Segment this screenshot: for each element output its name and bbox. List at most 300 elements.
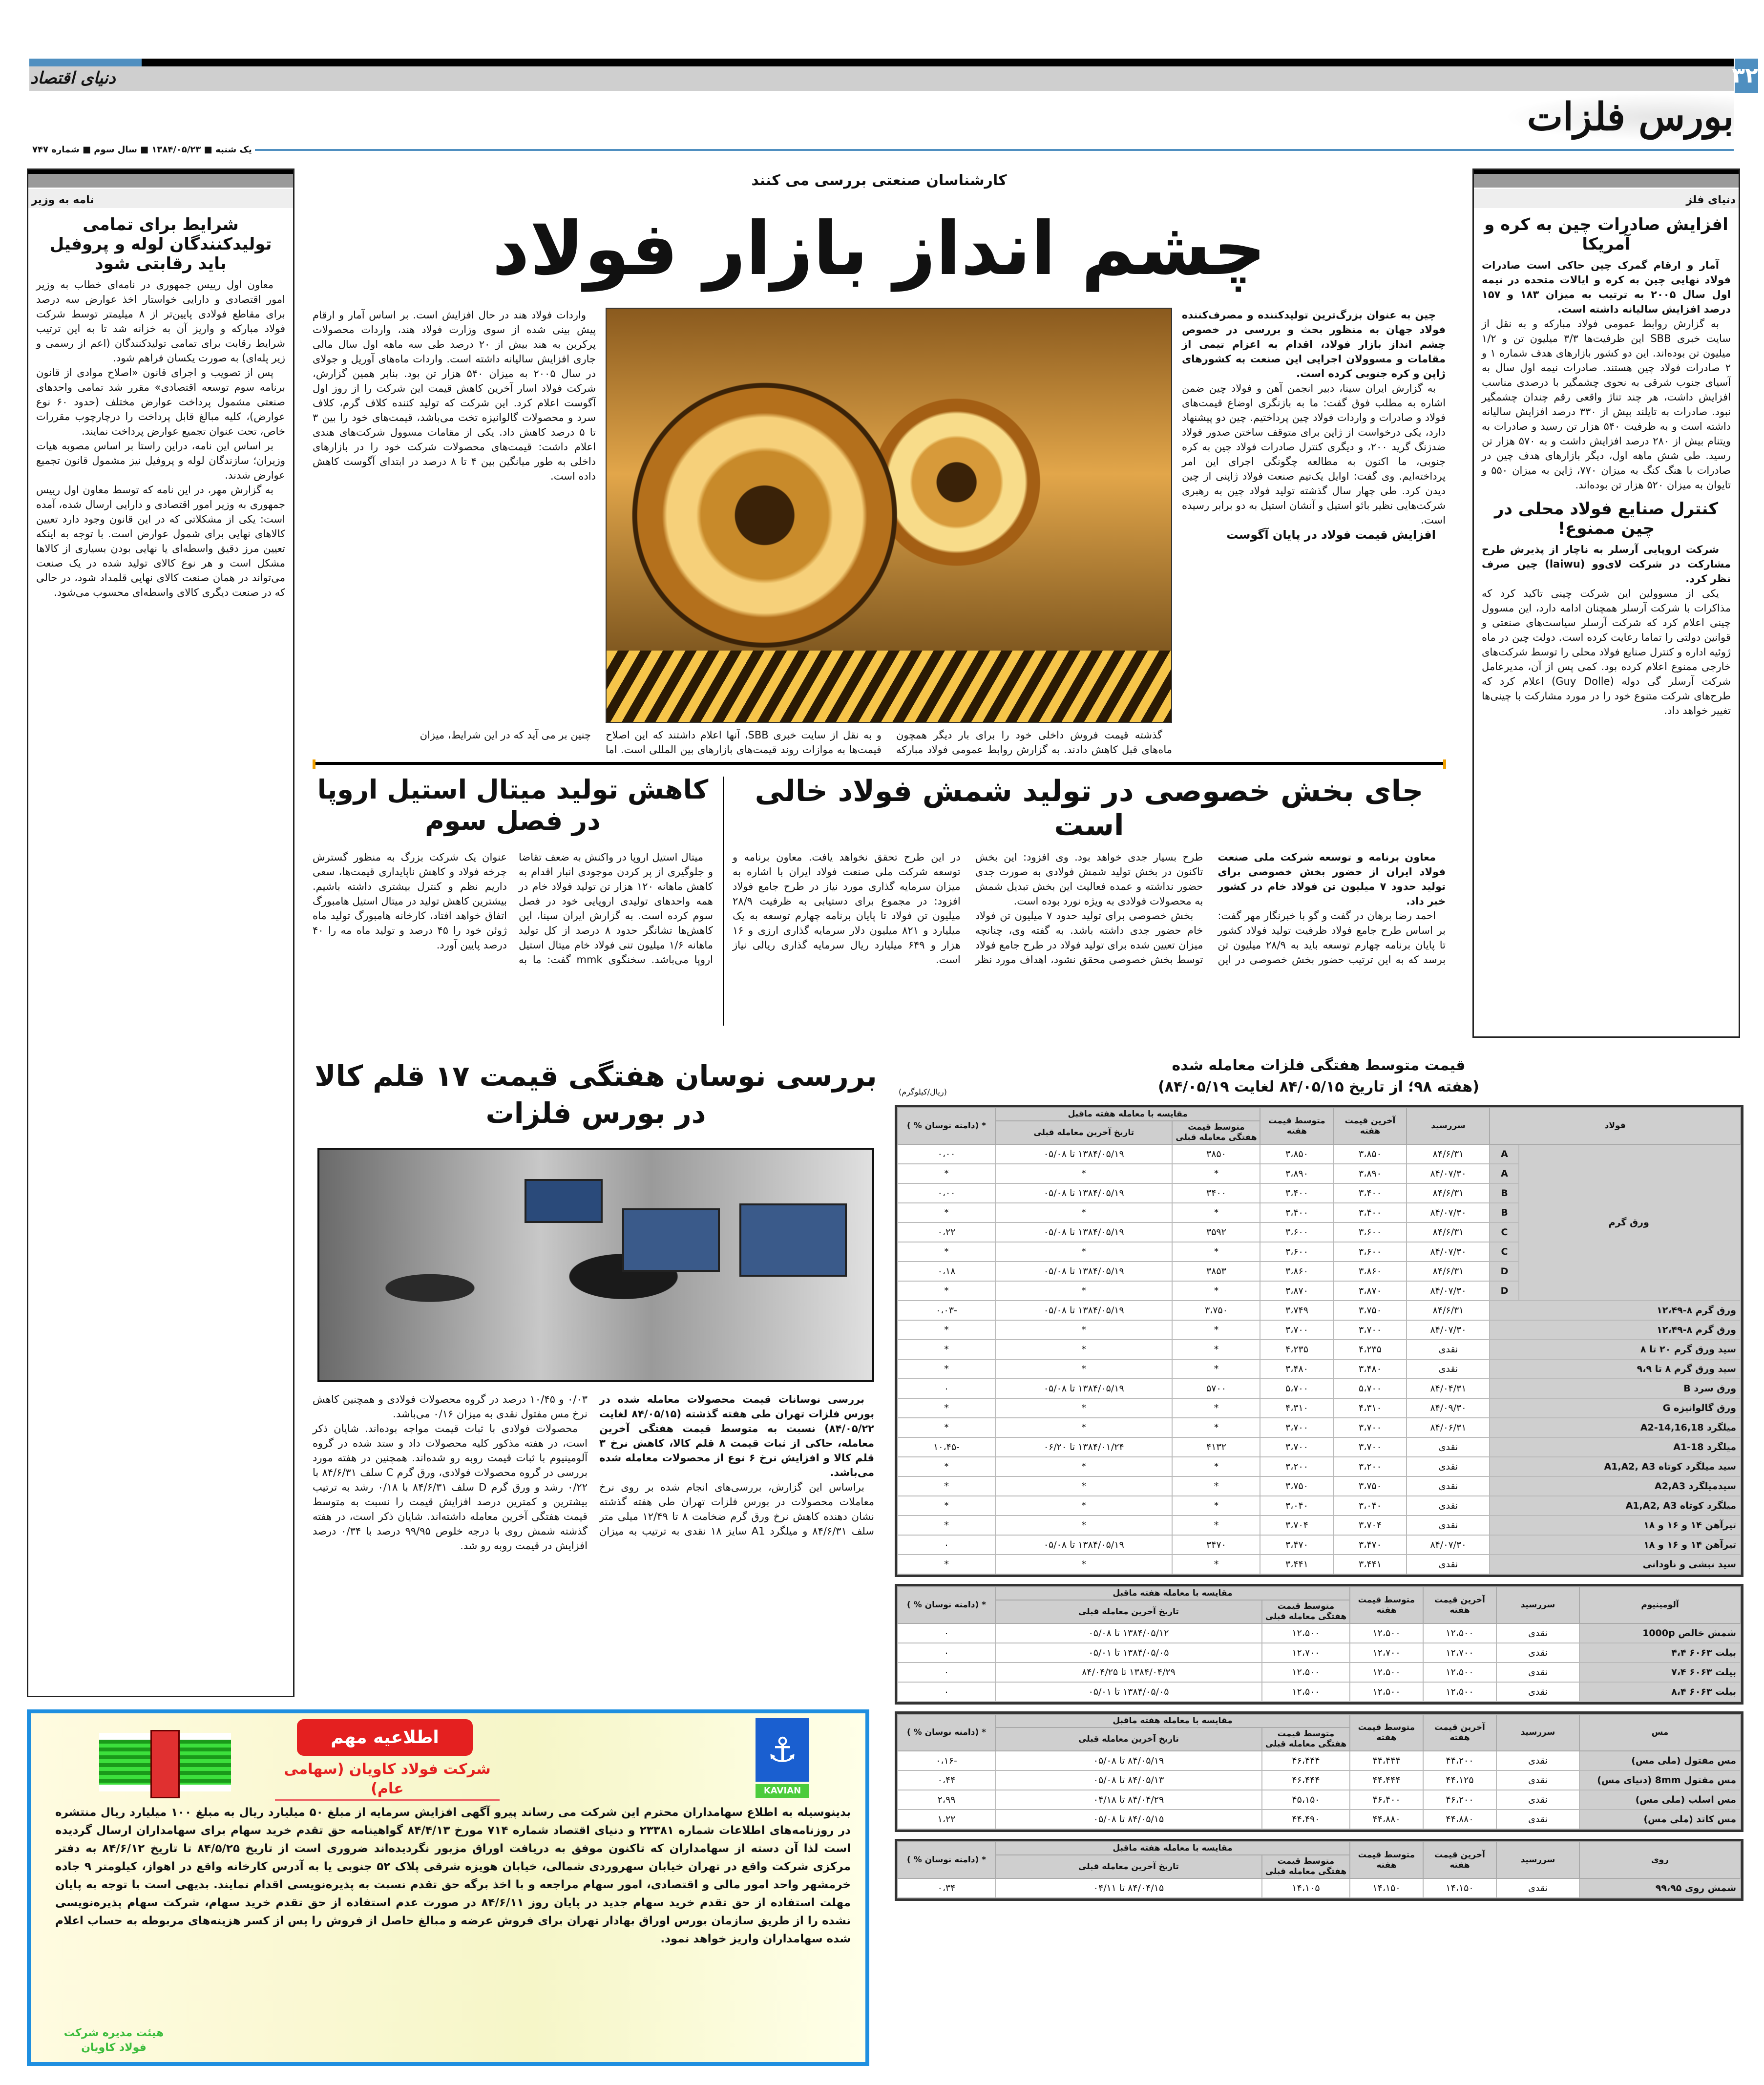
cell-avg: ۳،۷۰۰ — [1260, 1437, 1333, 1457]
product-name: تیرآهن ۱۴ و ۱۶ و ۱۸ — [1490, 1535, 1741, 1555]
cell-change: * — [898, 1555, 995, 1574]
story-paragraph: به گزارش روابط عمومی فولاد مبارکه و به نقل از سایت خبری SBB این ظرفیت‌ها ۳/۳ میلیون تن و ۱/۲ میلیون تن بوده‌اند. این دو کشور بازارهای هدف شماره ۱ و ۲ صادرات فولاد چین هستند. صادرات نیمه اول سال به آسیای جنوب شرقی به نحوی چشمگیر با درصدی مناسب افزایش داشت، هر چند تناژ واقعی رقم چندان چشمگیر نبود. صادرات به تایلند بیش از ۳۳۰ درصد افزایش سالیانه داشته است و به ظرفیت ۵۴۰ هزار تن رسید و صادرات به ویتنام بیش از ۲۸۰ درصد افزایش داشت و به ۵۷۰ هزار تن رسید. طی شش ماهه اول، دیگر بازارهای هدف چین در صادرات با هنگ کنگ به میزان ۷۷۰، ژاپن به میزان ۵۵۰ و تایوان به میزان ۵۲۰ هزار تن بوده‌اند. — [1482, 318, 1731, 491]
cell-due: نقدی — [1407, 1516, 1490, 1535]
cell-due: نقدی — [1496, 1623, 1579, 1643]
cell-prev-avg: ۳۸۵۳ — [1172, 1262, 1260, 1281]
cell-prev-date: ۱۳۸۴/۰۵/۱۲ تا ۰۵/۰۸ — [995, 1623, 1262, 1643]
col-prev-avg: متوسط قیمت هفتگی معامله قبلی — [1172, 1121, 1260, 1144]
table-row — [898, 1398, 1741, 1418]
product-name: ورق گرم ۸-۱۲،۴۹ — [1490, 1320, 1741, 1340]
cell-prev-date: ۸۴/۰۵/۱۵ تا ۰۵/۰۸ — [995, 1810, 1262, 1829]
mittal-headline: کاهش تولید میتال استیل اروپا در فصل سوم — [317, 774, 709, 836]
sidebar-header — [1474, 170, 1739, 208]
cell-last: ۳،۸۶۰ — [1333, 1262, 1407, 1281]
cell-last: ۴،۲۳۵ — [1333, 1340, 1407, 1359]
table-row — [898, 1535, 1741, 1555]
cell-last: ۴۶،۲۰۰ — [1423, 1790, 1496, 1810]
cell-prev-date: ۱۳۸۴/۰۵/۰۵ تا ۰۵/۰۱ — [995, 1643, 1262, 1663]
cell-prev-avg: ۳۵۹۲ — [1172, 1222, 1260, 1242]
story-title: کنترل صنایع فولاد محلی در چین ممنوع! — [1494, 499, 1719, 538]
main-paragraph: واردات فولاد هند در حال افزایش است. بر اساس آمار و ارقام پیش بینی شده از سوی وزارت فولاد هند، واردات محصولات پرکربن به هند بیش از ۲۰ درصد طی سه ماهه اول سال مالی جاری افزایش سالیانه داشته است. واردات ماه‌های آوریل و جولای در سال ۲۰۰۵ به میزان ۵۴۰ هزار تن بود. بنابر همین گزارش، شرکت فولاد اسار آخرین کاهش قیمت این شرکت را از روز اول آگوست اعلام کرد. این شرکت که تولید کننده کلاف گرم، کلاف سرد و محصولات گالوانیزه تخت می‌باشد، قیمت‌های خود را بین ۳ تا ۵ درصد کاهش داد. یکی از مقامات مسوول شرکت‌های هندی اعلام داشت: قیمت‌های محصولات شرکت خود را در بازارهای داخلی به طور میانگین بین ۴ تا ۸ درصد در ابتدای آگوست کاهش داده است. — [313, 309, 596, 482]
table-subtitle: (هفته ۹۸؛ از تاریخ ۸۴/۰۵/۱۵ لغایت ۸۴/۰۵/۱۹) — [1158, 1078, 1479, 1095]
sidebar-label: نامه به وزیر — [31, 194, 94, 206]
cell-prev-date: ۱۳۸۴/۰۵/۱۹ تا ۰۵/۰۸ — [995, 1301, 1172, 1320]
cell-last: ۳،۸۵۰ — [1333, 1144, 1407, 1164]
cell-last: ۴،۳۱۰ — [1333, 1398, 1407, 1418]
cell-avg: ۱۲،۷۰۰ — [1350, 1643, 1423, 1663]
cell-change: ۰ — [898, 1379, 995, 1398]
cell-change: * — [898, 1516, 995, 1535]
cell-prev-avg: ۱۲،۷۰۰ — [1262, 1643, 1350, 1663]
cell-change: * — [898, 1164, 995, 1183]
product-name: شمش روی ۹۹،۹۵ — [1579, 1878, 1741, 1898]
table-row — [898, 1516, 1741, 1535]
cell-prev-avg: ۱۲،۵۰۰ — [1262, 1623, 1350, 1643]
col-prev-date: تاریخ آخرین معامله قبلی — [995, 1727, 1262, 1751]
cell-avg: ۳،۸۹۰ — [1260, 1164, 1333, 1183]
table-row — [898, 1340, 1741, 1359]
cell-avg: ۱۴،۱۵۰ — [1350, 1878, 1423, 1898]
product-grade: B — [1490, 1183, 1519, 1203]
main-column-left — [313, 308, 596, 747]
cell-avg: ۳،۰۴۰ — [1260, 1496, 1333, 1516]
cell-last: ۳،۴۷۰ — [1333, 1535, 1407, 1555]
product-grade: C — [1490, 1222, 1519, 1242]
col-last: آخرین قیمت هفته — [1423, 1842, 1496, 1878]
cell-prev-avg: ۵۷۰۰ — [1172, 1379, 1260, 1398]
cell-change: * — [898, 1203, 995, 1222]
main-lead: چین به عنوان بزرگ‌ترین تولیدکننده و مصرف‌کننده فولاد جهان به منظور بحث و بررسی در خصوص چشم انداز بازار فولاد، اقدام به اعزام تیمی از مقامات و مسوولان اجرایی این صنعت به کشورهای ژاپن و کره جنوبی کرده است. — [1182, 309, 1446, 379]
cell-due: نقدی — [1407, 1437, 1490, 1457]
story-title: افزایش صادرات چین به کره و آمریکا — [1484, 215, 1728, 254]
product-name: مس اسلب (ملی مس) — [1579, 1790, 1741, 1810]
price-table-2 — [895, 1711, 1743, 1832]
cell-prev-date: * — [995, 1476, 1172, 1496]
table-row — [898, 1379, 1741, 1398]
cell-last: ۳،۸۷۰ — [1333, 1281, 1407, 1301]
masthead-accent — [29, 59, 142, 66]
product-name: سید ورق گرم ۲۰ تا ۸ — [1490, 1340, 1741, 1359]
sidebar-label: دنیای فلز — [1686, 194, 1736, 206]
col-due: سررسید — [1407, 1108, 1490, 1144]
table-unit: (ریال/کیلوگرم) — [899, 1087, 947, 1096]
col-avg: متوسط قیمت هفته — [1350, 1842, 1423, 1878]
cell-last: ۳،۷۵۰ — [1333, 1476, 1407, 1496]
cell-prev-date: * — [995, 1496, 1172, 1516]
right-sidebar — [1472, 168, 1740, 1038]
cell-avg: ۴۴،۴۴۴ — [1350, 1770, 1423, 1790]
cell-avg: ۱۲،۵۰۰ — [1350, 1682, 1423, 1702]
cell-due: ۸۴/۰۷/۳۰ — [1407, 1203, 1490, 1222]
story-paragraph: محصولات فولادی با ثبات قیمت مواجه بوده‌اند. شایان ذکر است، در هفته مذکور کلیه محصولات داد و ستد شده در گروه آلومینیوم با ثبات قیمت روبه رو شده‌اند. همچنین در هفته مورد بررسی در گروه محصولات فولادی، ورق گرم C سلف ۸۴/۶/۳۱ با ۰/۲۲ رشد و ورق گرم D سلف ۸۴/۶/۳۱ با ۰/۱۸ رشد به ترتیب بیشترین و کمترین درصد افزایش قیمت را نسبت به متوسط قیمت هفتگی آخرین معامله داشته‌اند. شایان ذکر است، در هفته گذشته شمش روی با درجه خلوص ۹۹/۹۵ درصد با ۰/۳۴ درصد افزایش در قیمت روبه رو شد. — [313, 1423, 588, 1552]
cell-change: * — [898, 1476, 995, 1496]
cell-change: ۰ — [898, 1682, 995, 1702]
main-kicker: کارشناسان صنعتی بررسی می کنند — [751, 172, 1007, 189]
cell-avg: ۳،۷۴۹ — [1260, 1301, 1333, 1320]
story-title: شرایط برای تمامی تولیدکنندگان لوله و پروفیل باید رقابتی شود — [49, 215, 272, 274]
cell-last: ۱۲،۷۰۰ — [1423, 1643, 1496, 1663]
cell-avg: ۴۶،۴۰۰ — [1350, 1790, 1423, 1810]
story-lead: آمار و ارقام گمرک چین حاکی است صادرات فولاد نهایی چین به کره و ایالات متحده در نیمه اول سال ۲۰۰۵ به ترتیب به میزان ۱۸۳ و ۱۵۷ درصد افزایش سالیانه داشته است. — [1482, 259, 1731, 315]
table-title: قیمت متوسط هفتگی فلزات معامله شده — [1172, 1057, 1466, 1074]
main-subhead: افزایش قیمت فولاد در پایان آگوست — [1226, 528, 1436, 542]
product-name: سید ورق گرم ۸ تا ۹،۹ — [1490, 1359, 1741, 1379]
cell-change: ۰،۲۲ — [898, 1222, 995, 1242]
table-row — [898, 1320, 1741, 1340]
story-paragraph: میتال استیل اروپا در واکنش به ضعف تقاضا و جلوگیری از پر کردن موجودی انبار اقدام به کاهش ماهانه ۱۲۰ هزار تن تولید فولاد خام در همه واحدهای تولیدی اروپایی خود در فصل سوم کرده است. به گزارش ایران سینا، این کاهش‌ها تشانگر حدود ۸ درصد از کل تولید ماهانه ۱/۶ میلیون تنی فولاد خام میتال استیل اروپا می‌باشد. سخنگوی mmk گفت: ما به عنوان یک شرکت بزرگ به منظور گسترش چرخه فولاد و کاهش ناپایداری قیمت‌ها، سعی داریم نظم و کنترل بیشتری داشته باشیم. بیشترین کاهش تولید در میتال استیل هامبورگ اتفاق خواهد افتاد، کارخانه هامبورگ تولید ماه ژوئن خود را ۴۵ درصد و تولید ماه مه را ۴۰ درصد پایین آورد. — [313, 851, 713, 966]
col-compare: مقایسه با معامله هفته ماقبل — [995, 1714, 1350, 1727]
product-name: بیلت ۶۰۶۳ ۷،۴ — [1579, 1663, 1741, 1682]
col-prev-date: تاریخ آخرین معامله قبلی — [995, 1600, 1262, 1623]
steel-coils-photo — [606, 308, 1172, 723]
col-change: * (دامنه نوسان % ) — [898, 1108, 995, 1144]
story-lead: معاون برنامه و توسعه شرکت ملی صنعت فولاد ایران از حضور بخش خصوصی برای تولید حدود ۷ میلیون تن فولاد خام در کشور خبر داد. — [1218, 851, 1446, 907]
product-name: شمش خالص 1000p — [1579, 1623, 1741, 1643]
anchor-logo-icon: ⚓ — [756, 1718, 809, 1782]
cell-last: ۴۴،۱۲۵ — [1423, 1770, 1496, 1790]
cell-change: * — [898, 1320, 995, 1340]
cell-avg: ۱۲،۵۰۰ — [1350, 1663, 1423, 1682]
col-prev-avg: متوسط قیمت هفتگی معامله قبلی — [1262, 1855, 1350, 1878]
cell-last: ۳،۴۴۱ — [1333, 1555, 1407, 1574]
table-row — [898, 1751, 1741, 1770]
cell-change: ۰،۱۸ — [898, 1262, 995, 1281]
cell-last: ۳،۶۰۰ — [1333, 1242, 1407, 1262]
col-compare: مقایسه با معامله هفته ماقبل — [995, 1587, 1350, 1600]
cell-due: ۸۴/۶/۳۱ — [1407, 1301, 1490, 1320]
cell-avg: ۳،۷۵۰ — [1260, 1476, 1333, 1496]
cell-due: نقدی — [1496, 1663, 1579, 1682]
cell-prev-date: * — [995, 1457, 1172, 1476]
cell-prev-date: * — [995, 1281, 1172, 1301]
cell-prev-date: ۸۴/۰۵/۱۳ تا ۰۵/۰۸ — [995, 1770, 1262, 1790]
mittal-body — [313, 850, 713, 1026]
dateline-rule — [29, 149, 1734, 151]
price-tables — [895, 1105, 1743, 1908]
cell-prev-date: ۱۳۸۴/۰۴/۲۹ تا ۸۴/۰۴/۲۵ — [995, 1663, 1262, 1682]
cell-due: ۸۴/۰۷/۳۰ — [1407, 1281, 1490, 1301]
cell-due: نقدی — [1407, 1555, 1490, 1574]
cell-prev-date: * — [995, 1359, 1172, 1379]
cell-due: نقدی — [1407, 1476, 1490, 1496]
cell-prev-avg: ۱۴،۱۰۵ — [1262, 1878, 1350, 1898]
cell-due: ۸۴/۰۷/۳۰ — [1407, 1242, 1490, 1262]
cell-change: * — [898, 1359, 995, 1379]
cell-prev-avg: * — [1172, 1398, 1260, 1418]
cell-last: ۵،۷۰۰ — [1333, 1379, 1407, 1398]
ad-signature: هیئت مدیره شرکت فولاد کاویان — [63, 2027, 164, 2054]
newspaper-logo: دنیای اقتصاد — [30, 68, 116, 88]
cell-prev-avg: * — [1172, 1164, 1260, 1183]
story-paragraph: معاون اول رییس جمهوری در نامه‌ای خطاب به وزیر امور اقتصادی و دارایی خواستار اخذ عوارض سه درصد برای مقاطع فولادی پایین‌تر از ۸ میلیمتر توسط شرکت فولاد مبارکه و واریز آن به خزانه شد تا به این ترتیب شرایط رقابت برای تمامی تولیدکنندگان (اعم از رسمی و زیر پله‌ای) به صورت یکسان فراهم شود. — [36, 279, 285, 364]
dateline — [29, 144, 1734, 156]
col-avg: متوسط قیمت هفته — [1350, 1587, 1423, 1623]
cell-avg: ۴،۲۳۵ — [1260, 1340, 1333, 1359]
col-last: آخرین قیمت هفته — [1423, 1587, 1496, 1623]
table-row — [898, 1476, 1741, 1496]
cell-due: ۸۴/۰۷/۳۰ — [1407, 1320, 1490, 1340]
product-name: مس کاتد (ملی مس) — [1579, 1810, 1741, 1829]
product-grade: D — [1490, 1281, 1519, 1301]
product-name: سید نبشی و ناودانی — [1490, 1555, 1741, 1574]
cell-prev-avg: * — [1172, 1242, 1260, 1262]
cell-prev-date: ۱۳۸۴/۰۵/۱۹ تا ۰۵/۰۸ — [995, 1222, 1172, 1242]
cell-change: -۰،۱۶ — [898, 1751, 995, 1770]
cell-due: نقدی — [1496, 1878, 1579, 1898]
cell-change: * — [898, 1398, 995, 1418]
cell-avg: ۳،۸۵۰ — [1260, 1144, 1333, 1164]
cell-prev-date: ۱۳۸۴/۰۵/۱۹ تا ۰۵/۰۸ — [995, 1144, 1172, 1164]
product-name: مس مفتول 8mm (دنیای مس) — [1579, 1770, 1741, 1790]
cell-prev-date: ۱۳۸۴/۰۵/۱۹ تا ۰۵/۰۸ — [995, 1183, 1172, 1203]
cell-last: ۱۲،۵۰۰ — [1423, 1682, 1496, 1702]
cell-avg: ۵،۷۰۰ — [1260, 1379, 1333, 1398]
page-number: ۳۲ — [1735, 59, 1758, 93]
cell-prev-date: * — [995, 1340, 1172, 1359]
cell-change: -۱۰،۴۵ — [898, 1437, 995, 1457]
cell-prev-avg: * — [1172, 1320, 1260, 1340]
cell-last: ۳،۷۰۰ — [1333, 1320, 1407, 1340]
cell-avg: ۳،۸۶۰ — [1260, 1262, 1333, 1281]
product-grade: A — [1490, 1144, 1519, 1164]
table-row — [898, 1457, 1741, 1476]
cell-prev-avg: * — [1172, 1516, 1260, 1535]
col-due: سررسید — [1496, 1842, 1579, 1878]
table-row — [898, 1496, 1741, 1516]
cell-avg: ۴،۳۱۰ — [1260, 1398, 1333, 1418]
cell-avg: ۳،۲۰۰ — [1260, 1457, 1333, 1476]
cell-prev-avg: ۳،۷۵۰ — [1172, 1301, 1260, 1320]
story-paragraph: بر اساس این نامه، دراین راستا بر اساس مصوبه هیات وزیران؛ سازندگان لوله و پروفیل نیز مشمول قانون تجمیع عوارض شدند. — [36, 440, 285, 481]
left-sidebar — [27, 168, 294, 1697]
cell-due: نقدی — [1496, 1810, 1579, 1829]
main-headline: چشم انداز بازار فولاد — [492, 207, 1266, 292]
cell-last: ۳،۰۴۰ — [1333, 1496, 1407, 1516]
table-row — [898, 1418, 1741, 1437]
cell-due: نقدی — [1496, 1643, 1579, 1663]
cell-prev-date: * — [995, 1203, 1172, 1222]
cell-avg: ۴۴،۴۴۴ — [1350, 1751, 1423, 1770]
cell-prev-avg: ۴۶،۴۴۴ — [1262, 1751, 1350, 1770]
dateline-text: یک شنبه ■ ۱۳۸۴/۰۵/۲۳ ■ سال سوم ■ شماره ۷۴۷ — [29, 144, 255, 156]
story-paragraph: بخش خصوصی برای تولید حدود ۷ میلیون تن فولاد خام حضور جدی داشته باشد. به گفته وی، چنانچه میزان تعیین شده برای تولید فولاد در طرح جامع فولاد توسط بخش خصوصی محقق نشود، اهداف مورد نظر در این طرح تحقق نخواهد یافت. معاون برنامه و توسعه شرکت ملی صنعت فولاد ایران با اشاره به میزان سرمایه گذاری مورد نیاز در طرح جامع فولاد افزود: در مجموع برای دستیابی به ظرفیت ۲۸/۹ میلیون تن فولاد تا پایان برنامه چهارم توسعه به یک میلیارد و ۸۲۱ میلیون دلار سرمایه گذاری ارزی و ۱۶ هزار و ۶۴۹ میلیارد ریال سرمایه گذاری ریالی نیاز است. — [733, 851, 1203, 966]
cell-prev-avg: ۴۵،۱۵۰ — [1262, 1790, 1350, 1810]
cell-due: نقدی — [1496, 1790, 1579, 1810]
cell-prev-avg: ۱۲،۵۰۰ — [1262, 1663, 1350, 1682]
cell-last: ۳،۴۰۰ — [1333, 1183, 1407, 1203]
col-last: آخرین قیمت هفته — [1333, 1108, 1407, 1144]
table-row — [898, 1144, 1741, 1164]
cell-prev-avg: ۴۱۳۲ — [1172, 1437, 1260, 1457]
cell-last: ۳،۶۰۰ — [1333, 1222, 1407, 1242]
cell-change: * — [898, 1281, 995, 1301]
group-header: آلومینیوم — [1579, 1587, 1741, 1623]
cell-avg: ۳،۴۴۱ — [1260, 1555, 1333, 1574]
masthead-bar — [29, 59, 1734, 66]
cell-last: ۴۴،۲۰۰ — [1423, 1751, 1496, 1770]
product-name: سید میلگرد کوتاه A1,A2, A3 — [1490, 1457, 1741, 1476]
table-row — [898, 1437, 1741, 1457]
cell-last: ۱۲،۵۰۰ — [1423, 1623, 1496, 1643]
product-name: بیلت ۶۰۶۳ ۴،۴ — [1579, 1643, 1741, 1663]
cell-last: ۳،۴۰۰ — [1333, 1203, 1407, 1222]
cell-last: ۳،۸۹۰ — [1333, 1164, 1407, 1183]
product-name: بیلت ۶۰۶۳ ۸،۴ — [1579, 1682, 1741, 1702]
col-due: سررسید — [1496, 1587, 1579, 1623]
cell-last: ۳،۲۰۰ — [1333, 1457, 1407, 1476]
cell-prev-avg: * — [1172, 1457, 1260, 1476]
product-name: ورق گرم — [1519, 1144, 1741, 1301]
cell-due: ۸۴/۶/۳۱ — [1407, 1183, 1490, 1203]
cell-due: نقدی — [1407, 1340, 1490, 1359]
cell-prev-date: * — [995, 1418, 1172, 1437]
cell-last: ۳،۷۰۴ — [1333, 1516, 1407, 1535]
steel-pipe-icon — [99, 1733, 231, 1791]
cell-avg: ۳،۷۰۴ — [1260, 1516, 1333, 1535]
table-row — [898, 1790, 1741, 1810]
cell-prev-date: * — [995, 1398, 1172, 1418]
cell-prev-avg: * — [1172, 1359, 1260, 1379]
col-prev-avg: متوسط قیمت هفتگی معامله قبلی — [1262, 1727, 1350, 1751]
cell-change: * — [898, 1496, 995, 1516]
cell-prev-date: * — [995, 1164, 1172, 1183]
divider-tick — [1443, 759, 1446, 769]
cell-prev-avg: * — [1172, 1555, 1260, 1574]
cell-last: ۱۲،۵۰۰ — [1423, 1663, 1496, 1682]
cell-avg: ۳،۶۰۰ — [1260, 1222, 1333, 1242]
table-row — [898, 1878, 1741, 1898]
story-paragraph: یکی از مسوولین این شرکت چینی تاکید کرد که مذاکرات با شرکت آرسلر همچنان ادامه دارد، این مسوول چینی اعلام کرد که شرکت آرسلر سیاست‌های صنعتی و قوانین دولتی را تماما رعایت کرده است. دولت چین در ماه ژوئیه اداره و کنترل صنایع فولاد محلی را توسط شرکت‌های خارجی ممنوع اعلام کرده بود. کمی پس از آن، مدیرعامل شرکت آرسلر گی دوله (Guy Dolle) اعلام کرد که طرح‌های شرکت متنوع خود را در مورد مشارکت با چینی‌ها تغییر خواهد داد. — [1482, 588, 1731, 716]
cell-prev-avg: ۴۶،۴۴۴ — [1262, 1770, 1350, 1790]
monitor — [525, 1179, 603, 1223]
section-divider — [313, 762, 1446, 765]
cell-change: * — [898, 1457, 995, 1476]
cell-change: * — [898, 1340, 995, 1359]
column-divider — [723, 777, 724, 1026]
col-last: آخرین قیمت هفته — [1423, 1714, 1496, 1751]
table-row — [898, 1301, 1741, 1320]
story-lead: شرکت اروپایی آرسلر به ناچار از پذیرش طرح مشارکت در شرکت لای‌وو (laiwu) چین صرف نظر کرد. — [1482, 544, 1731, 585]
product-name: مس مفتول (ملی مس) — [1579, 1751, 1741, 1770]
cell-due: ۸۴/۰۶/۳۱ — [1407, 1418, 1490, 1437]
private-sector-body — [733, 850, 1446, 1026]
cell-due: ۸۴/۰۹/۳۰ — [1407, 1398, 1490, 1418]
table-row — [898, 1810, 1741, 1829]
group-header: مس — [1579, 1714, 1741, 1751]
cell-prev-avg: ۳۴۷۰ — [1172, 1535, 1260, 1555]
cell-change: ۰ — [898, 1663, 995, 1682]
ad-company: شرکت فولاد کاویان (سهامی عام) — [275, 1760, 500, 1801]
cell-avg: ۳،۴۰۰ — [1260, 1183, 1333, 1203]
cell-due: ۸۴/۰۷/۳۰ — [1407, 1164, 1490, 1183]
product-name: میلگرد کوتاه A1,A2, A3 — [1490, 1496, 1741, 1516]
cell-prev-avg: ۳۴۰۰ — [1172, 1183, 1260, 1203]
main-paragraph: به گزارش ایران سینا، دبیر انجمن آهن و فولاد چین ضمن اشاره به مطلب فوق گفت: ما به بازنگری اوضاع قیمت‌های فولاد و صادرات و واردات فولاد چین پرداختیم. چین دو پیشنهاد دارد، یکی درخواست از ژاپن برای متوقف ساختن صدور فولاد ضدزنگ گرید ۲۰۰، و دیگری کنترل صادرات فولاد چین به کره جنوبی، ما اکنون به مطالعه چگونگی اجرای این امر پرداخته‌ایم. وی گفت: اوایل یک‌تیم صنعت فولاد ژاپنی از چین دیدن کرد. طی چهار سال گذشته تولید فولاد چین به رهبری شرکت‌هایی نظیر بائو استیل و آنشان استیل به دو برابر رسیده است. — [1182, 382, 1446, 526]
product-grade: C — [1490, 1242, 1519, 1262]
cell-change: * — [898, 1418, 995, 1437]
table-row — [898, 1643, 1741, 1663]
table-row — [898, 1663, 1741, 1682]
private-sector-headline: جای بخش خصوصی در تولید شمش فولاد خالی است — [755, 774, 1424, 842]
cell-due: ۸۴/۶/۳۱ — [1407, 1144, 1490, 1164]
cell-change: ۰،۰۰ — [898, 1144, 995, 1164]
cell-change: ۰،۴۴ — [898, 1770, 995, 1790]
col-compare: مقایسه با معامله هفته ماقبل — [995, 1842, 1350, 1855]
sidebar-header — [28, 170, 293, 208]
col-avg: متوسط قیمت هفته — [1260, 1108, 1333, 1144]
table-row — [898, 1682, 1741, 1702]
story-paragraph: پس از تصویب و اجرای قانون «اصلاح موادی از قانون برنامه سوم توسعه اقتصادی» مقرر شد تمامی واحدهای صنعتی مشمول پرداخت عوارض مختلف (حدود ۶۰ نوع عوارض)، کلیه مبالغ قابل پرداخت را درچارچوب مقررات خاص، تحت عنوان تجمیع عوارض پرداخت نمایند. — [36, 367, 286, 437]
col-change: * (دامنه نوسان % ) — [898, 1714, 995, 1751]
cell-last: ۳،۷۰۰ — [1333, 1437, 1407, 1457]
cell-due: نقدی — [1407, 1359, 1490, 1379]
price-table-0 — [895, 1105, 1743, 1577]
story-paragraph: به گزارش مهر، در این نامه که توسط معاون اول رییس جمهوری به وزیر امور اقتصادی و دارایی ارسال شده، آمده است: یکی از مشکلاتی که در این قانون وجود دارد تعیین کالاهای نهایی برای شمول عوارض است. با توجه به اینکه تعیین مرز دقیق واسطه‌ای یا نهایی بودن بسیاری از کالاها مشکل است و هر نوع کالای تولید شده در یک صنعت می‌تواند در همان صنعت کالای نهایی قلمداد شود، در حالی که در صنعت دیگری کالای واسطه‌ای محسوب می‌شود. — [36, 484, 285, 598]
col-avg: متوسط قیمت هفته — [1350, 1714, 1423, 1751]
story-paragraph: براساس این گزارش، بررسی‌های انجام شده بر روی نرخ معاملات محصولات در بورس فلزات تهران طی هفته گذشته نشان دهنده کاهش نرخ ورق گرم ضخامت ۸ تا ۱۲/۴۹ میلی متر سلف ۸۴/۶/۳۱ و میلگرد A1 سایز ۱۸ نقدی به ترتیب به میزان ۰/۰۳ و ۱۰/۴۵ درصد در گروه محصولات فولادی و همچنین کاهش نرخ مس مفتول نقدی به میزان ۰/۱۶ می‌باشد. — [313, 1393, 874, 1537]
product-grade: B — [1490, 1203, 1519, 1222]
price-table-3 — [895, 1839, 1743, 1901]
monitor — [739, 1203, 847, 1277]
col-change: * (دامنه نوسان % ) — [898, 1587, 995, 1623]
cell-prev-date: ۱۳۸۴/۰۵/۱۹ تا ۰۵/۰۸ — [995, 1535, 1172, 1555]
cell-due: نقدی — [1407, 1496, 1490, 1516]
main-paragraph: گذشته قیمت فروش داخلی خود را برای بار دیگر همچون ماه‌های قبل کاهش دادند. به گزارش روابط عمومی فولاد مبارکه و به نقل از سایت خبری SBB، آنها اعلام داشتند که این اصلاح قیمت‌ها به موازات روند قیمت‌های بازارهای بین المللی است. اما چنین بر می آید که در این شرایط، میزان — [420, 729, 1172, 756]
cell-due: ۸۴/۰۷/۳۰ — [1407, 1535, 1490, 1555]
cell-due: نقدی — [1496, 1770, 1579, 1790]
cell-avg: ۱۲،۵۰۰ — [1350, 1623, 1423, 1643]
cell-avg: ۳،۷۰۰ — [1260, 1418, 1333, 1437]
cell-last: ۱۴،۱۵۰ — [1423, 1878, 1496, 1898]
col-prev-avg: متوسط قیمت هفتگی معامله قبلی — [1262, 1600, 1350, 1623]
table-row — [898, 1555, 1741, 1574]
cell-avg: ۳،۷۰۰ — [1260, 1320, 1333, 1340]
cell-due: نقدی — [1496, 1751, 1579, 1770]
cell-avg: ۳،۴۷۰ — [1260, 1535, 1333, 1555]
monitor — [622, 1208, 720, 1272]
cell-last: ۳،۷۰۰ — [1333, 1418, 1407, 1437]
story-lead: بررسی نوسانات قیمت محصولات معامله شده در بورس فلزات تهران طی هفته گذشته (۸۴/۰۵/۱۵ لغایت ۸۴/۰۵/۲۲) نسبت به متوسط قیمت هفتگی آخرین معامله، حاکی از ثبات قیمت ۸ قلم کالا، کاهش نرخ ۳ قلم کالا و افزایش نرخ ۶ نوع از محصولات معامله شده می‌باشد. — [599, 1393, 875, 1478]
cell-prev-date: ۱۳۸۴/۰۵/۱۹ تا ۰۵/۰۸ — [995, 1379, 1172, 1398]
cell-last: ۳،۴۸۰ — [1333, 1359, 1407, 1379]
cell-change: ۰،۳۴ — [898, 1878, 995, 1898]
group-header: روی — [1579, 1842, 1741, 1878]
product-name: سیدمیلگرد A2,A3 — [1490, 1476, 1741, 1496]
main-bottom-row — [420, 728, 1172, 757]
cell-avg: ۳،۴۰۰ — [1260, 1203, 1333, 1222]
trading-floor-photo — [317, 1148, 874, 1382]
cell-prev-date: ۱۳۸۴/۰۵/۰۵ تا ۰۵/۰۱ — [995, 1682, 1262, 1702]
weekly-headline: بررسی نوسان هفتگی قیمت ۱۷ قلم کالا در بورس فلزات — [315, 1059, 877, 1130]
cell-due: نقدی — [1407, 1457, 1490, 1476]
cell-prev-date: * — [995, 1320, 1172, 1340]
cell-change: ۰،۰۰ — [898, 1183, 995, 1203]
col-prev-date: تاریخ آخرین معامله قبلی — [995, 1121, 1172, 1144]
section-title: بورس فلزات — [1504, 93, 1734, 142]
company-logo: KAVIAN — [756, 1784, 809, 1798]
product-grade: A — [1490, 1164, 1519, 1183]
cell-due: نقدی — [1496, 1682, 1579, 1702]
ad-body: بدینوسیله به اطلاع سهامداران محترم این شرکت می رساند پیرو آگهی افزایش سرمایه از مبلغ ۵۰ میلیارد ریال به مبلغ ۱۰۰ میلیارد ریال منتشره در روزنامه‌های اطلاعات شماره ۲۳۳۸۱ و دنیای اقتصاد شماره ۷۱۴ مورخ ۸۴/۴/۱۳ گواهینامه حق تقدم خرید سهام برای سهامداران ارسال گردیده است لذا آن دسته از سهامداران که تاکنون موفق به دریافت اوراق مزبور نگردیده‌اند ضروری است از تاریخ ۸۴/۵/۲۵ تا تاریخ ۸۴/۶/۱۲ به دفتر مرکزی شرکت واقع در تهران خیابان سهروردی شمالی، خیابان هویزه شرقی پلاک ۵۲ جنوبی یا به آدرس کارخانه واقع در اهواز، کیلومتر ۹ جاده خرمشهر واحد امور مالی و اقتصادی، امور سهام مراجعه و با اخذ برگه حق تقدم نسبت به پذیره‌نویسی اقدام نمایند. بدیهی است با توجه به پایان مهلت استفاده از حق تقدم خرید سهام جدید در پایان روز ۸۴/۶/۱۱ در صورت عدم استفاده از حق تقدم خرید سهام، شرکت سهام پذیره‌نویسی نشده را از طریق سازمان بورس اوراق بهادار تهران برای فروش عرضه و مبالغ حاصل از فروش را پس از کسر هزینه‌های مربوطه به حساب اعلام شده سهامداران واریز خواهد نمود. — [55, 1806, 851, 1945]
group-header: فولاد — [1490, 1108, 1741, 1144]
cell-avg: ۴۴،۸۸۰ — [1350, 1810, 1423, 1829]
cell-prev-date: ۱۳۸۴/۰۱/۲۴ تا ۰۶/۲۰ — [995, 1437, 1172, 1457]
cell-due: ۸۴/۶/۳۱ — [1407, 1262, 1490, 1281]
cell-prev-avg: ۱۲،۵۰۰ — [1262, 1682, 1350, 1702]
cell-due: ۸۴/۰۴/۳۱ — [1407, 1379, 1490, 1398]
cell-prev-date: ۱۳۸۴/۰۵/۱۹ تا ۰۵/۰۸ — [995, 1262, 1172, 1281]
table-row — [898, 1623, 1741, 1643]
